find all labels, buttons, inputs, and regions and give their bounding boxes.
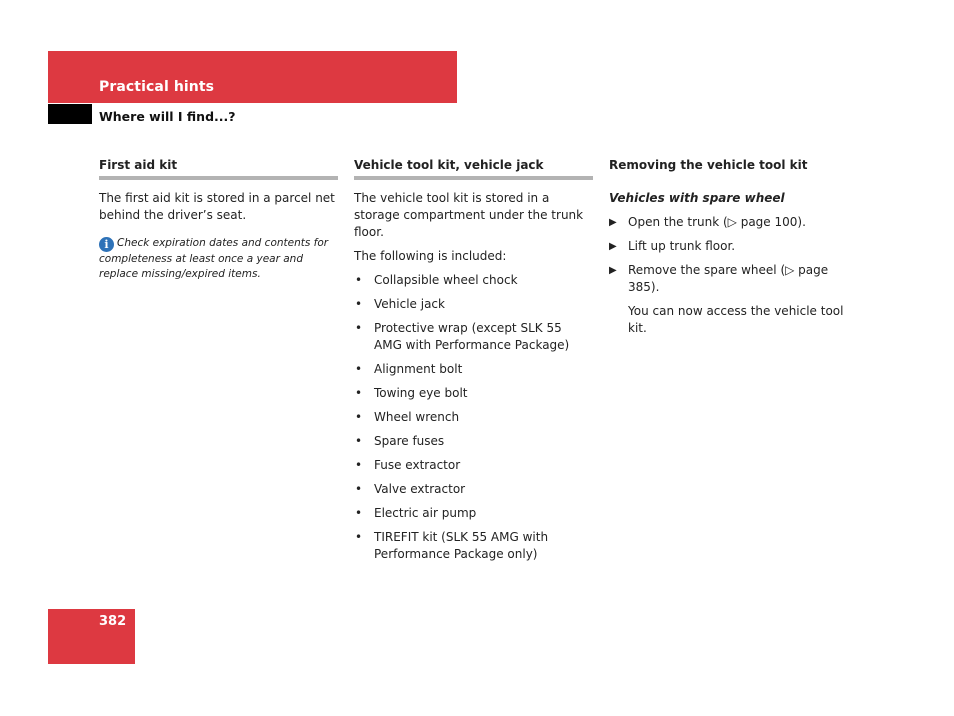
tool-kit-body: The vehicle tool kit is stored in a storage compartment under the trunk floor.	[354, 191, 584, 239]
list-item: • Fuse extractor	[355, 458, 461, 472]
list-item: • Valve extractor	[355, 482, 466, 496]
list-item: • Wheel wrench	[355, 410, 460, 424]
tool-kit-list	[354, 272, 593, 563]
removing-subheading: Vehicles with spare wheel	[609, 191, 785, 205]
list-item: • Towing eye bolt	[355, 386, 468, 400]
info-note	[99, 236, 338, 282]
page-number: 382	[99, 614, 127, 629]
removing-result: You can now access the vehicle tool kit.	[628, 304, 844, 335]
header-tab-marker	[48, 104, 92, 124]
first-aid-heading: First aid kit	[99, 158, 178, 172]
list-item: • Vehicle jack	[355, 297, 445, 311]
tool-kit-column	[354, 157, 593, 570]
list-item: • Electric air pump	[355, 506, 477, 520]
tool-kit-heading: Vehicle tool kit, vehicle jack	[354, 158, 544, 172]
info-note-text: Check expiration dates and contents for completeness at least once a year and replace missing/expired items.	[99, 237, 329, 280]
info-icon: i	[99, 237, 114, 252]
header-band	[48, 51, 457, 103]
list-item: • Collapsible wheel chock	[355, 273, 518, 287]
tool-kit-intro: The following is included:	[354, 249, 507, 263]
arrow-right-icon: ▶	[609, 265, 617, 276]
list-item: • Spare fuses	[355, 434, 445, 448]
heading-rule	[99, 176, 338, 180]
arrow-right-icon: ▶	[609, 241, 617, 252]
first-aid-column	[99, 157, 338, 282]
heading-rule	[354, 176, 593, 180]
section-subtitle: Where will I find...?	[99, 109, 236, 124]
arrow-right-icon: ▶	[609, 217, 617, 228]
removing-steps	[609, 214, 849, 296]
list-item: • Alignment bolt	[355, 362, 463, 376]
removing-heading: Removing the vehicle tool kit	[609, 158, 808, 172]
removing-column	[609, 157, 849, 344]
step-item: ▶ Lift up trunk floor.	[609, 239, 736, 253]
section-title: Practical hints	[99, 79, 215, 95]
list-item: • Protective wrap (except SLK 55 AMG with Performance Package)	[355, 321, 570, 352]
step-item: ▶ Open the trunk (▷ page 100).	[609, 215, 806, 229]
first-aid-body: The first aid kit is stored in a parcel net behind the driver’s seat.	[99, 191, 335, 222]
step-item: ▶ Remove the spare wheel (▷ page 385).	[609, 263, 829, 294]
list-item: • TIREFIT kit (SLK 55 AMG with Performance Package only)	[355, 530, 549, 561]
